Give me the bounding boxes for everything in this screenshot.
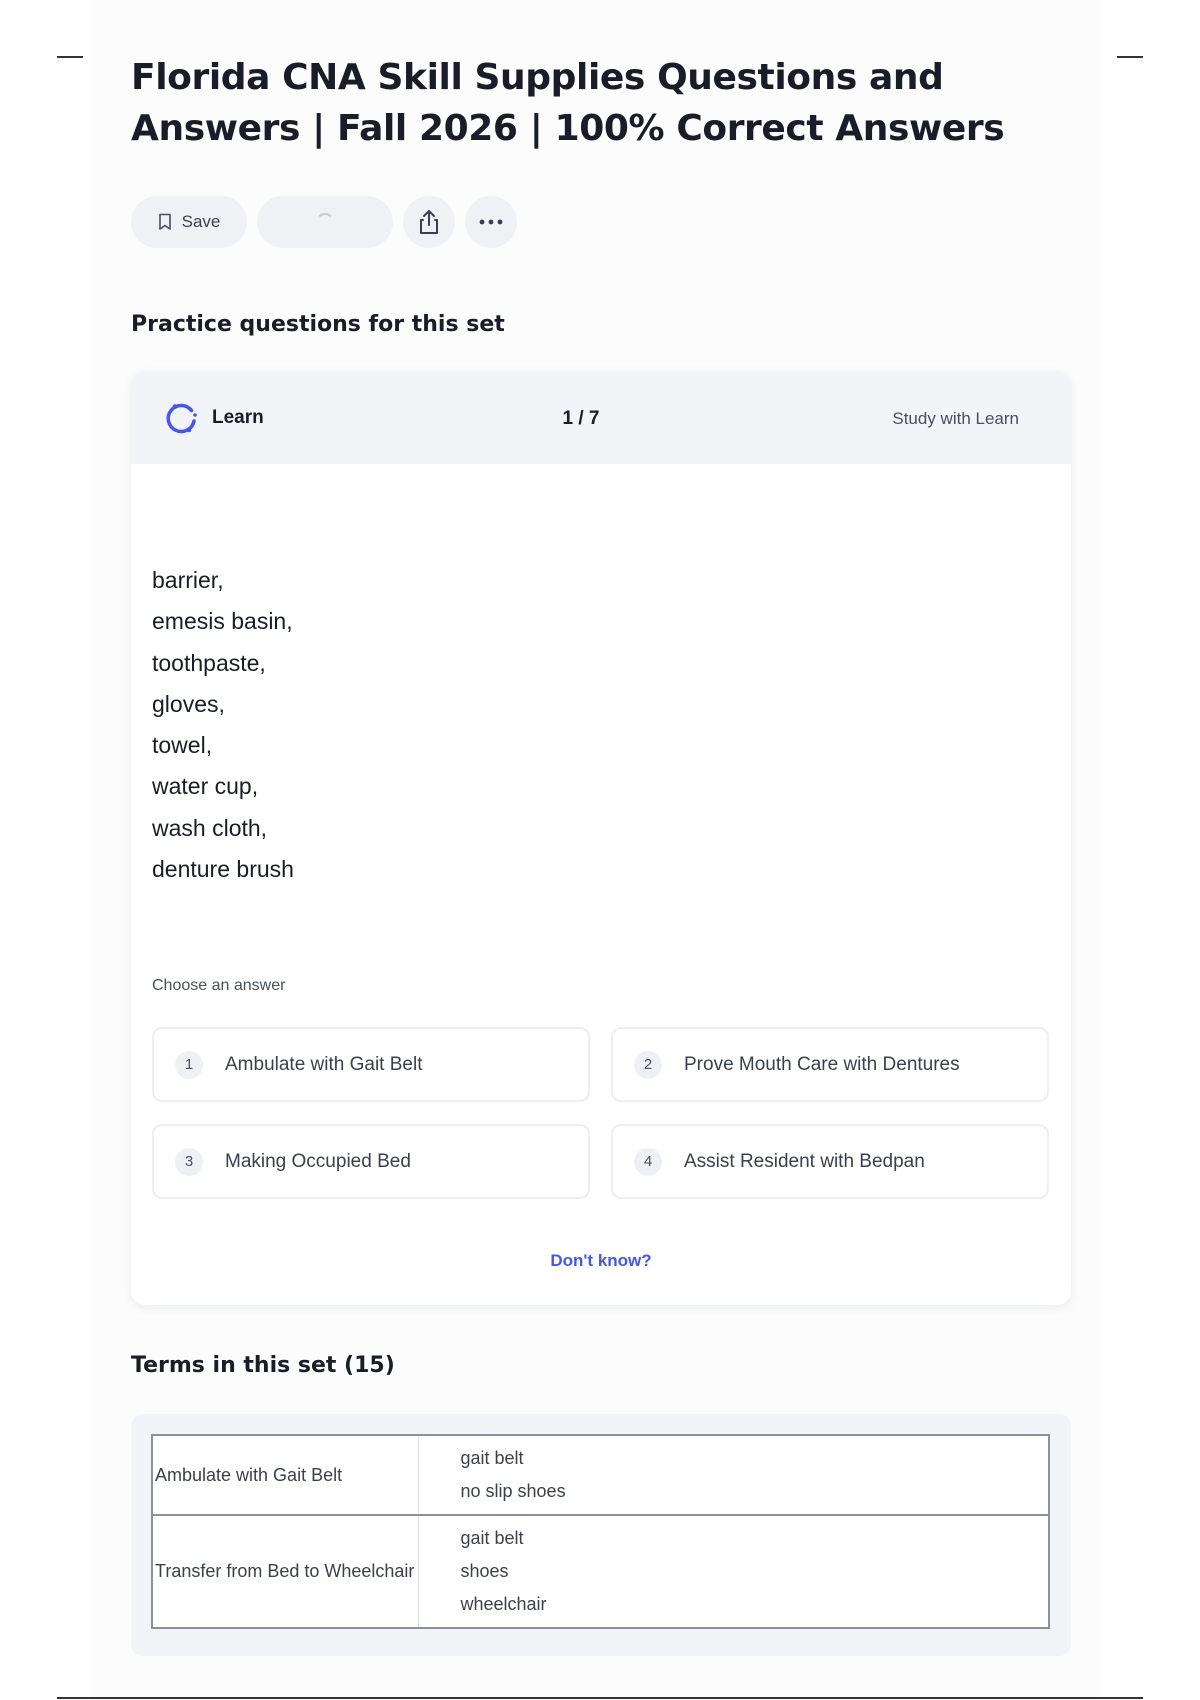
more-options-button[interactable] (465, 196, 517, 248)
bottom-rule (57, 1697, 1143, 1699)
definition-line: gait belt (460, 1448, 524, 1468)
prompt-item: gloves, (152, 690, 225, 717)
option-text: Prove Mouth Care with Dentures (684, 1053, 960, 1075)
answer-option-3[interactable] (152, 1124, 590, 1199)
more-icon (479, 219, 503, 225)
definition-cell (418, 1515, 1049, 1628)
answer-option-4[interactable] (611, 1124, 1049, 1199)
answer-option-1[interactable] (152, 1027, 590, 1102)
definition-cell (418, 1435, 1049, 1515)
share-button[interactable] (403, 196, 455, 248)
loading-button[interactable] (257, 196, 393, 248)
term-row (152, 1515, 1049, 1628)
prompt-item: toothpaste, (152, 649, 266, 676)
prompt-item: emesis basin, (152, 608, 293, 635)
option-number: 1 (175, 1051, 203, 1079)
loading-spinner-icon (316, 213, 334, 231)
question-counter: 1 / 7 (562, 408, 600, 429)
study-with-learn-link[interactable]: Study with Learn (892, 409, 1019, 428)
option-text: Assist Resident with Bedpan (684, 1150, 925, 1172)
term-row (152, 1435, 1049, 1515)
share-icon (418, 209, 440, 235)
prompt-item: wash cloth, (152, 814, 268, 841)
corner-mark-left (57, 56, 83, 58)
prompt-item: barrier, (152, 567, 224, 593)
option-number: 3 (175, 1148, 203, 1176)
save-label: Save (181, 212, 221, 231)
dont-know-link[interactable]: Don't know? (550, 1251, 652, 1270)
learn-card (131, 371, 1071, 1305)
term-cell: Transfer from Bed to Wheelchair (152, 1515, 418, 1628)
practice-heading: Practice questions for this set (131, 312, 505, 337)
bookmark-icon (158, 213, 172, 231)
terms-table (151, 1434, 1050, 1629)
choose-answer-label: Choose an answer (152, 977, 286, 994)
option-text: Ambulate with Gait Belt (225, 1053, 423, 1075)
corner-mark-right (1117, 56, 1143, 58)
learn-header (131, 371, 1071, 464)
terms-heading: Terms in this set (15) (131, 1353, 395, 1378)
page-title: Florida CNA Skill Supplies Questions and Answers | Fall 2026 | 100% Correct Answers (131, 57, 1005, 149)
save-button[interactable] (131, 196, 247, 248)
prompt-item: towel, (152, 732, 213, 759)
option-number: 2 (634, 1051, 662, 1079)
definition-line: no slip shoes (460, 1481, 566, 1501)
option-text: Making Occupied Bed (225, 1150, 411, 1172)
prompt-item: denture brush (152, 856, 294, 883)
answer-option-2[interactable] (611, 1027, 1049, 1102)
prompt-item: water cup, (152, 773, 259, 800)
definition-line: shoes (460, 1561, 509, 1581)
definition-line: gait belt (460, 1528, 524, 1548)
definition-line: wheelchair (460, 1594, 547, 1614)
terms-list (131, 1414, 1071, 1656)
term-cell: Ambulate with Gait Belt (152, 1435, 418, 1515)
learn-label: Learn (212, 407, 264, 428)
option-number: 4 (634, 1148, 662, 1176)
learn-icon (163, 401, 199, 437)
question-prompt (152, 560, 294, 890)
